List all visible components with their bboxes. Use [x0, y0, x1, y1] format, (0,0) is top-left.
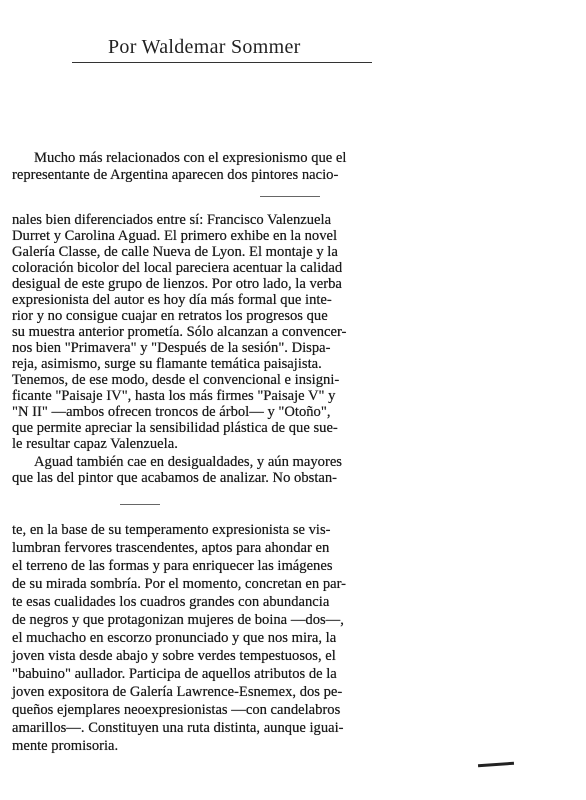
text-line: "N II" —ambos ofrecen troncos de árbol— y "Otoño", [12, 404, 331, 420]
clipping-separator [260, 196, 320, 197]
text-line: "babuino" aullador. Participa de aquellos atributos de la [12, 666, 337, 682]
text-line: reja, asimismo, surge su flamante temática paisajista. [12, 356, 322, 372]
text-line: expresionista del autor es hoy día más formal que inte- [12, 292, 332, 308]
text-line: nos bien "Primavera" y "Después de la sesión". Dispa- [12, 340, 331, 356]
end-mark [478, 762, 514, 768]
text-line: joven expositora de Galería Lawrence-Esnemex, dos pe- [12, 684, 343, 700]
text-line: rior y no consigue cuajar en retratos los progresos que [12, 308, 328, 324]
text-line: representante de Argentina aparecen dos pintores nacio- [12, 167, 339, 183]
text-line: nales bien diferenciados entre sí: Francisco Valenzuela [12, 212, 332, 228]
byline: Por Waldemar Sommer [108, 36, 301, 58]
text-line: coloración bicolor del local pareciera acentuar la calidad [12, 260, 343, 276]
text-line: mente promisoria. [12, 738, 119, 754]
text-line: te esas cualidades los cuadros grandes con abundancia [12, 594, 330, 610]
text-line: desigual de este grupo de lienzos. Por otro lado, la verba [12, 276, 342, 292]
text-line: Tenemos, de ese modo, desde el convencional e insigni- [12, 372, 340, 388]
text-line: ficante "Paisaje IV", hasta los más firmes "Paisaje V" y [12, 388, 336, 404]
text-line: joven vista desde abajo y sobre verdes tempestuosos, el [12, 648, 336, 664]
text-line: el terreno de las formas y para enriquecer las imágenes [12, 558, 333, 574]
text-line: su muestra anterior prometía. Sólo alcanzan a convencer- [12, 324, 347, 340]
text-line: Aguad también cae en desigualdades, y aún mayores [34, 454, 342, 470]
text-line: Durret y Carolina Aguad. El primero exhibe en la novel [12, 228, 338, 244]
text-line: queños ejemplares neoexpresionistas —con candelabros [12, 702, 341, 718]
text-line: le resultar capaz Valenzuela. [12, 436, 178, 452]
text-line: que permite apreciar la sensibilidad plástica de que sue- [12, 420, 338, 436]
text-line: Mucho más relacionados con el expresionismo que el [34, 150, 347, 166]
text-line: amarillos—. Constituyen una ruta distinta, aunque iguai- [12, 720, 344, 736]
text-line: que las del pintor que acabamos de analizar. No obstan- [12, 470, 338, 486]
text-line: te, en la base de su temperamento expresionista se vis- [12, 522, 331, 538]
text-line: el muchacho en escorzo pronunciado y que nos mira, la [12, 630, 337, 646]
text-line: lumbran fervores trascendentes, aptos para ahondar en [12, 540, 330, 556]
text-line: de su mirada sombría. Por el momento, concretan en par- [12, 576, 347, 592]
byline-rule [72, 62, 372, 63]
text-line: de negros y que protagonizan mujeres de boina —dos—, [12, 612, 344, 628]
clipping-separator [120, 504, 160, 505]
text-line: Galería Classe, de calle Nueva de Lyon. El montaje y la [12, 244, 338, 260]
